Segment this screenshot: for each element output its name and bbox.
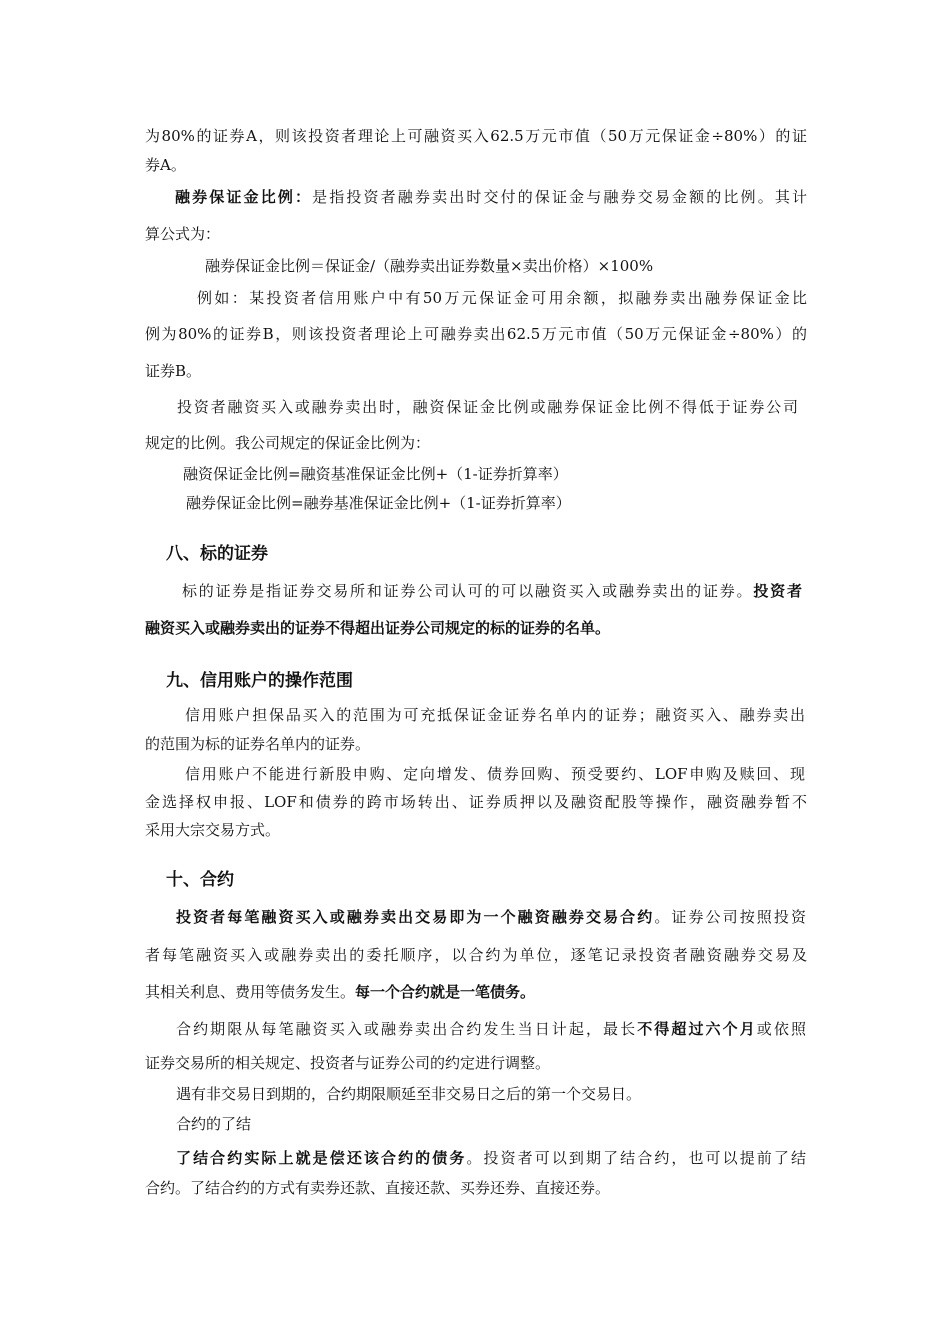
text-line: 算公式为：	[145, 225, 221, 243]
text-line	[182, 580, 802, 602]
text-line: 合约。了结合约的方式有卖券还款、直接还款、买券还券、直接还券。	[145, 1179, 611, 1197]
text-span: 是指投资者融券卖出时交付的保证金与融券交易金额的比例。其计	[312, 188, 807, 206]
section-heading: 九、信用账户的操作范围	[166, 671, 353, 691]
text-span: 或依照	[756, 1020, 806, 1038]
text-line	[145, 186, 807, 208]
formula: 融资保证金比例=融资基准保证金比例+（1-证券折算率）	[183, 465, 568, 483]
text-bold: 不得超过六个月	[637, 1020, 757, 1038]
text-line: 例为80%的证券B，则该投资者理论上可融券卖出62.5万元市值（50万元保证金÷80%）的	[145, 325, 807, 343]
text-bold: 投资者	[753, 582, 802, 600]
text-bold: 投资者每笔融资买入或融券卖出交易即为一个融资融券交易合约	[176, 908, 655, 926]
text-line	[176, 906, 806, 928]
text-span: 其相关利息、费用等债务发生。	[145, 983, 356, 1001]
text-span: 合约期限	[176, 1020, 245, 1038]
text-line	[176, 1018, 806, 1040]
text-line: 券A。	[145, 156, 186, 174]
text-line: 规定的比例。我公司规定的保证金比例为：	[145, 434, 431, 452]
text-line	[145, 617, 610, 639]
text-line: 投资者融资买入或融券卖出时，融资保证金比例或融券保证金比例不得低于证券公司	[177, 398, 798, 416]
text-line	[176, 1147, 806, 1169]
text-line: 证券B。	[145, 362, 202, 380]
section-heading: 十、合约	[166, 870, 234, 890]
section-heading: 八、标的证券	[166, 544, 268, 564]
text-line	[145, 981, 535, 1003]
text-line: 采用大宗交易方式。	[145, 821, 281, 839]
text-line: 遇有非交易日到期的，合约期限顺延至非交易日之后的第一个交易日。	[176, 1085, 642, 1103]
text-bold: 了结合约实际上就是偿还该合约的债务	[176, 1149, 467, 1167]
text-line: 金选择权申报、LOF和债券的跨市场转出、证券质押以及融资配股等操作，融资融券暂不	[145, 793, 807, 811]
text-span: 标的证券是指证券交易所和证券公司认可的可以融资买入或融券卖出的证券。	[182, 582, 754, 600]
text-line: 者每笔融资买入或融券卖出的委托顺序，以合约为单位，逐笔记录投资者融资融券交易及	[145, 946, 807, 964]
text-line: 例如：某投资者信用账户中有50万元保证金可用余额，拟融券卖出融券保证金比	[197, 289, 807, 307]
term-bold: 融券保证金比例：	[175, 188, 313, 206]
sub-heading: 合约的了结	[176, 1115, 252, 1133]
formula: 融券保证金比例=融券基准保证金比例+（1-证券折算率）	[186, 494, 571, 512]
text-span: 从每笔融资买入或融券卖出合约发生当日计起，最长	[244, 1020, 638, 1038]
text-line: 为80%的证券A，则该投资者理论上可融资买入62.5万元市值（50万元保证金÷80%）的证	[145, 127, 807, 145]
formula: 融券保证金比例＝保证金/（融券卖出证券数量×卖出价格）×100%	[205, 257, 654, 275]
text-line: 信用账户担保品买入的范围为可充抵保证金证券名单内的证券；融资买入、融券卖出	[185, 706, 805, 724]
text-bold: 每一个合约就是一笔债务。	[355, 983, 536, 1001]
text-line: 的范围为标的证券名单内的证券。	[145, 735, 371, 753]
text-bold: 融资买入或融券卖出的证券不得超出证券公司规定的标的证券的名单。	[145, 619, 611, 637]
text-span: 。投资者可以到期了结合约，也可以提前了结	[466, 1149, 806, 1167]
text-line: 信用账户不能进行新股申购、定向增发、债券回购、预受要约、LOF申购及赎回、现	[185, 765, 805, 783]
text-line: 证券交易所的相关规定、投资者与证券公司的约定进行调整。	[145, 1054, 551, 1072]
text-span: 。证券公司按照投资	[654, 908, 806, 926]
